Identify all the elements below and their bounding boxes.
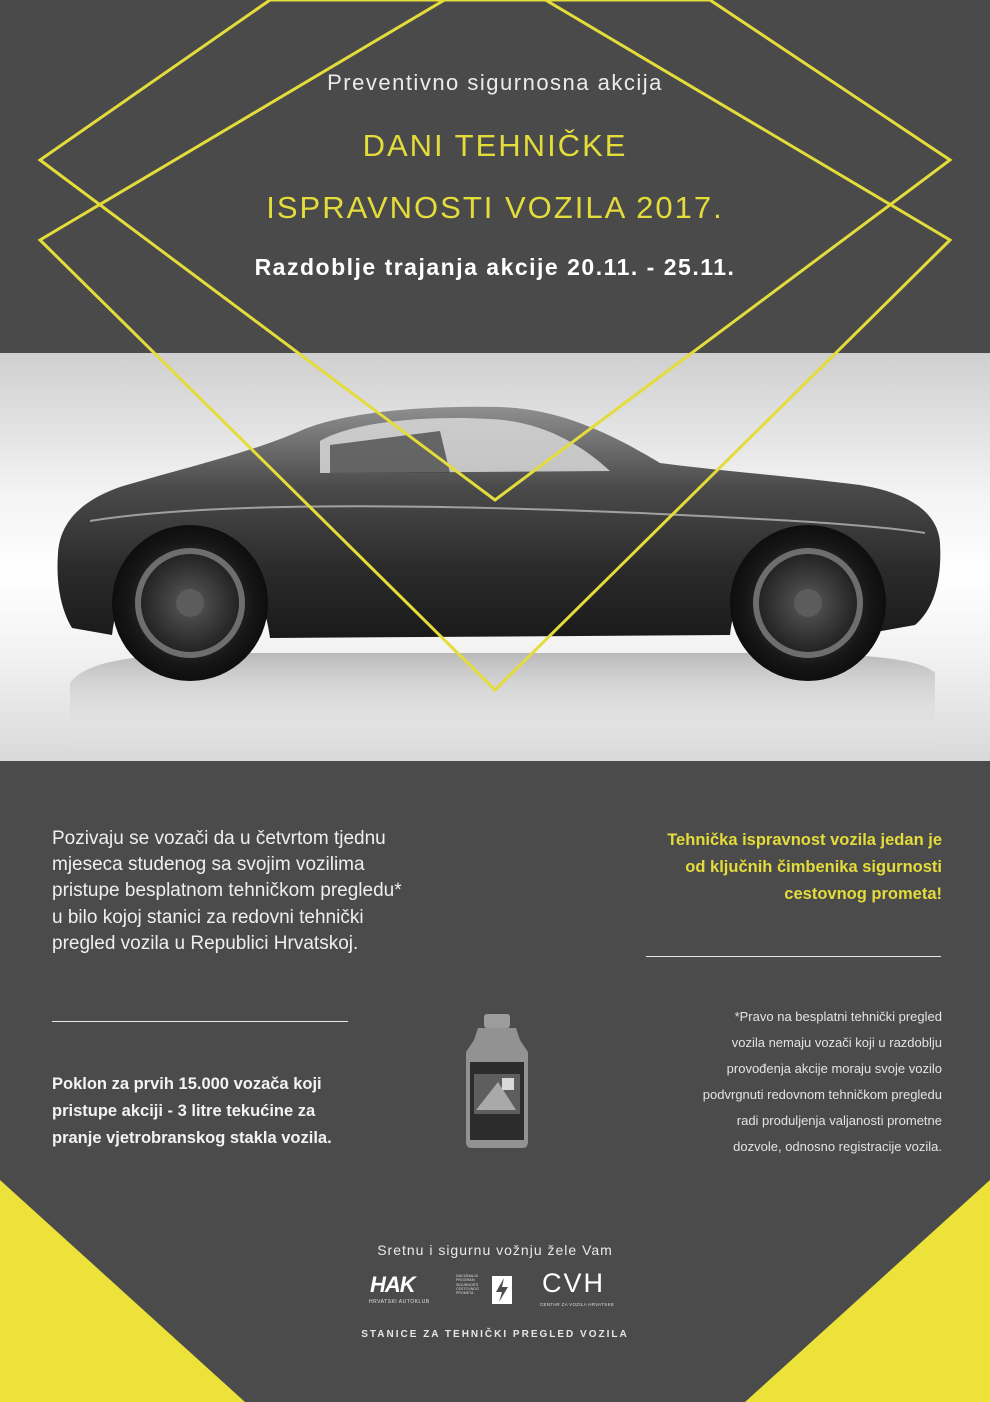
signoff-text: Sretnu i sigurnu vožnju žele Vam <box>377 1242 613 1258</box>
footnote-line: provođenja akcije moraju svoje vozilo <box>726 1061 942 1076</box>
eligibility-footnote <box>620 1004 942 1160</box>
footnote-line: *Pravo na besplatni tehnički pregled <box>734 1009 942 1024</box>
cvh-logo-subtext: CENTAR ZA VOZILA HRVATSKE <box>540 1302 615 1307</box>
gift-text <box>52 1071 382 1152</box>
national-program-text <box>456 1274 490 1296</box>
campaign-kicker: Preventivno sigurnosna akcija <box>327 70 663 95</box>
slogan-line: od ključnih čimbenika sigurnosti <box>685 858 942 877</box>
car-image <box>0 353 990 761</box>
invitation-text <box>52 826 492 957</box>
gift-line: pristupe akciji - 3 litre tekućine za <box>52 1101 316 1120</box>
header-panel <box>0 0 990 353</box>
stations-caption: STANICE ZA TEHNIČKI PREGLED VOZILA <box>361 1329 629 1340</box>
invitation-line: mjeseca studenog sa svojim vozilima <box>52 854 365 876</box>
cvh-logo <box>538 1268 628 1312</box>
gift-line: pranje vjetrobranskog stakla vozila. <box>52 1128 332 1147</box>
invitation-line: pregled vozila u Republici Hrvatskoj. <box>52 932 359 954</box>
np-line: NACIONALNI <box>456 1274 478 1278</box>
invitation-line: Pozivaju se vozači da u četvrtom tjednu <box>52 828 386 849</box>
divider-left <box>52 1021 348 1022</box>
safety-slogan <box>608 827 942 908</box>
hak-logo <box>366 1272 444 1312</box>
footnote-line: vozila nemaju vozači koji u razdoblju <box>731 1035 942 1050</box>
np-line: PROGRAM <box>456 1278 475 1283</box>
slogan-line: Tehnička ispravnost vozila jedan je <box>667 831 942 849</box>
headline-line-1: DANI TEHNIČKE <box>362 128 628 163</box>
invitation-line: pristupe besplatnom tehničkom pregledu* <box>52 880 402 902</box>
np-line: SIGURNOSTI <box>456 1282 479 1287</box>
cvh-logo-text: CVH <box>542 1268 606 1298</box>
footnote-line: dozvole, odnosno registracije vozila. <box>733 1139 942 1154</box>
headline-line-2: ISPRAVNOSTI VOZILA 2017. <box>266 190 724 225</box>
hak-logo-subtext: HRVATSKI AUTOKLUB <box>369 1299 430 1305</box>
hak-logo-text: HAK <box>370 1272 415 1297</box>
campaign-period: Razdoblje trajanja akcije 20.11. - 25.11. <box>254 254 736 280</box>
hero-photo <box>0 353 990 761</box>
invitation-line: u bilo kojoj stanici za redovni tehnički <box>52 906 364 928</box>
slogan-line: cestovnog prometa! <box>784 885 942 904</box>
sponsor-logos <box>366 1268 626 1312</box>
national-program-logo <box>456 1274 516 1310</box>
np-line: CESTOVNOG <box>456 1286 479 1291</box>
washer-fluid-bottle-image <box>458 1012 536 1150</box>
footnote-line: radi produljenja valjanosti prometne <box>736 1113 942 1128</box>
lightning-shield-icon <box>492 1276 512 1304</box>
footnote-line: podvrgnuti redovnom tehničkom pregledu <box>702 1087 942 1102</box>
np-line: PROMETA <box>456 1291 474 1296</box>
gift-line: Poklon za prvih 15.000 vozača koji <box>52 1075 322 1093</box>
divider-right <box>646 956 941 957</box>
